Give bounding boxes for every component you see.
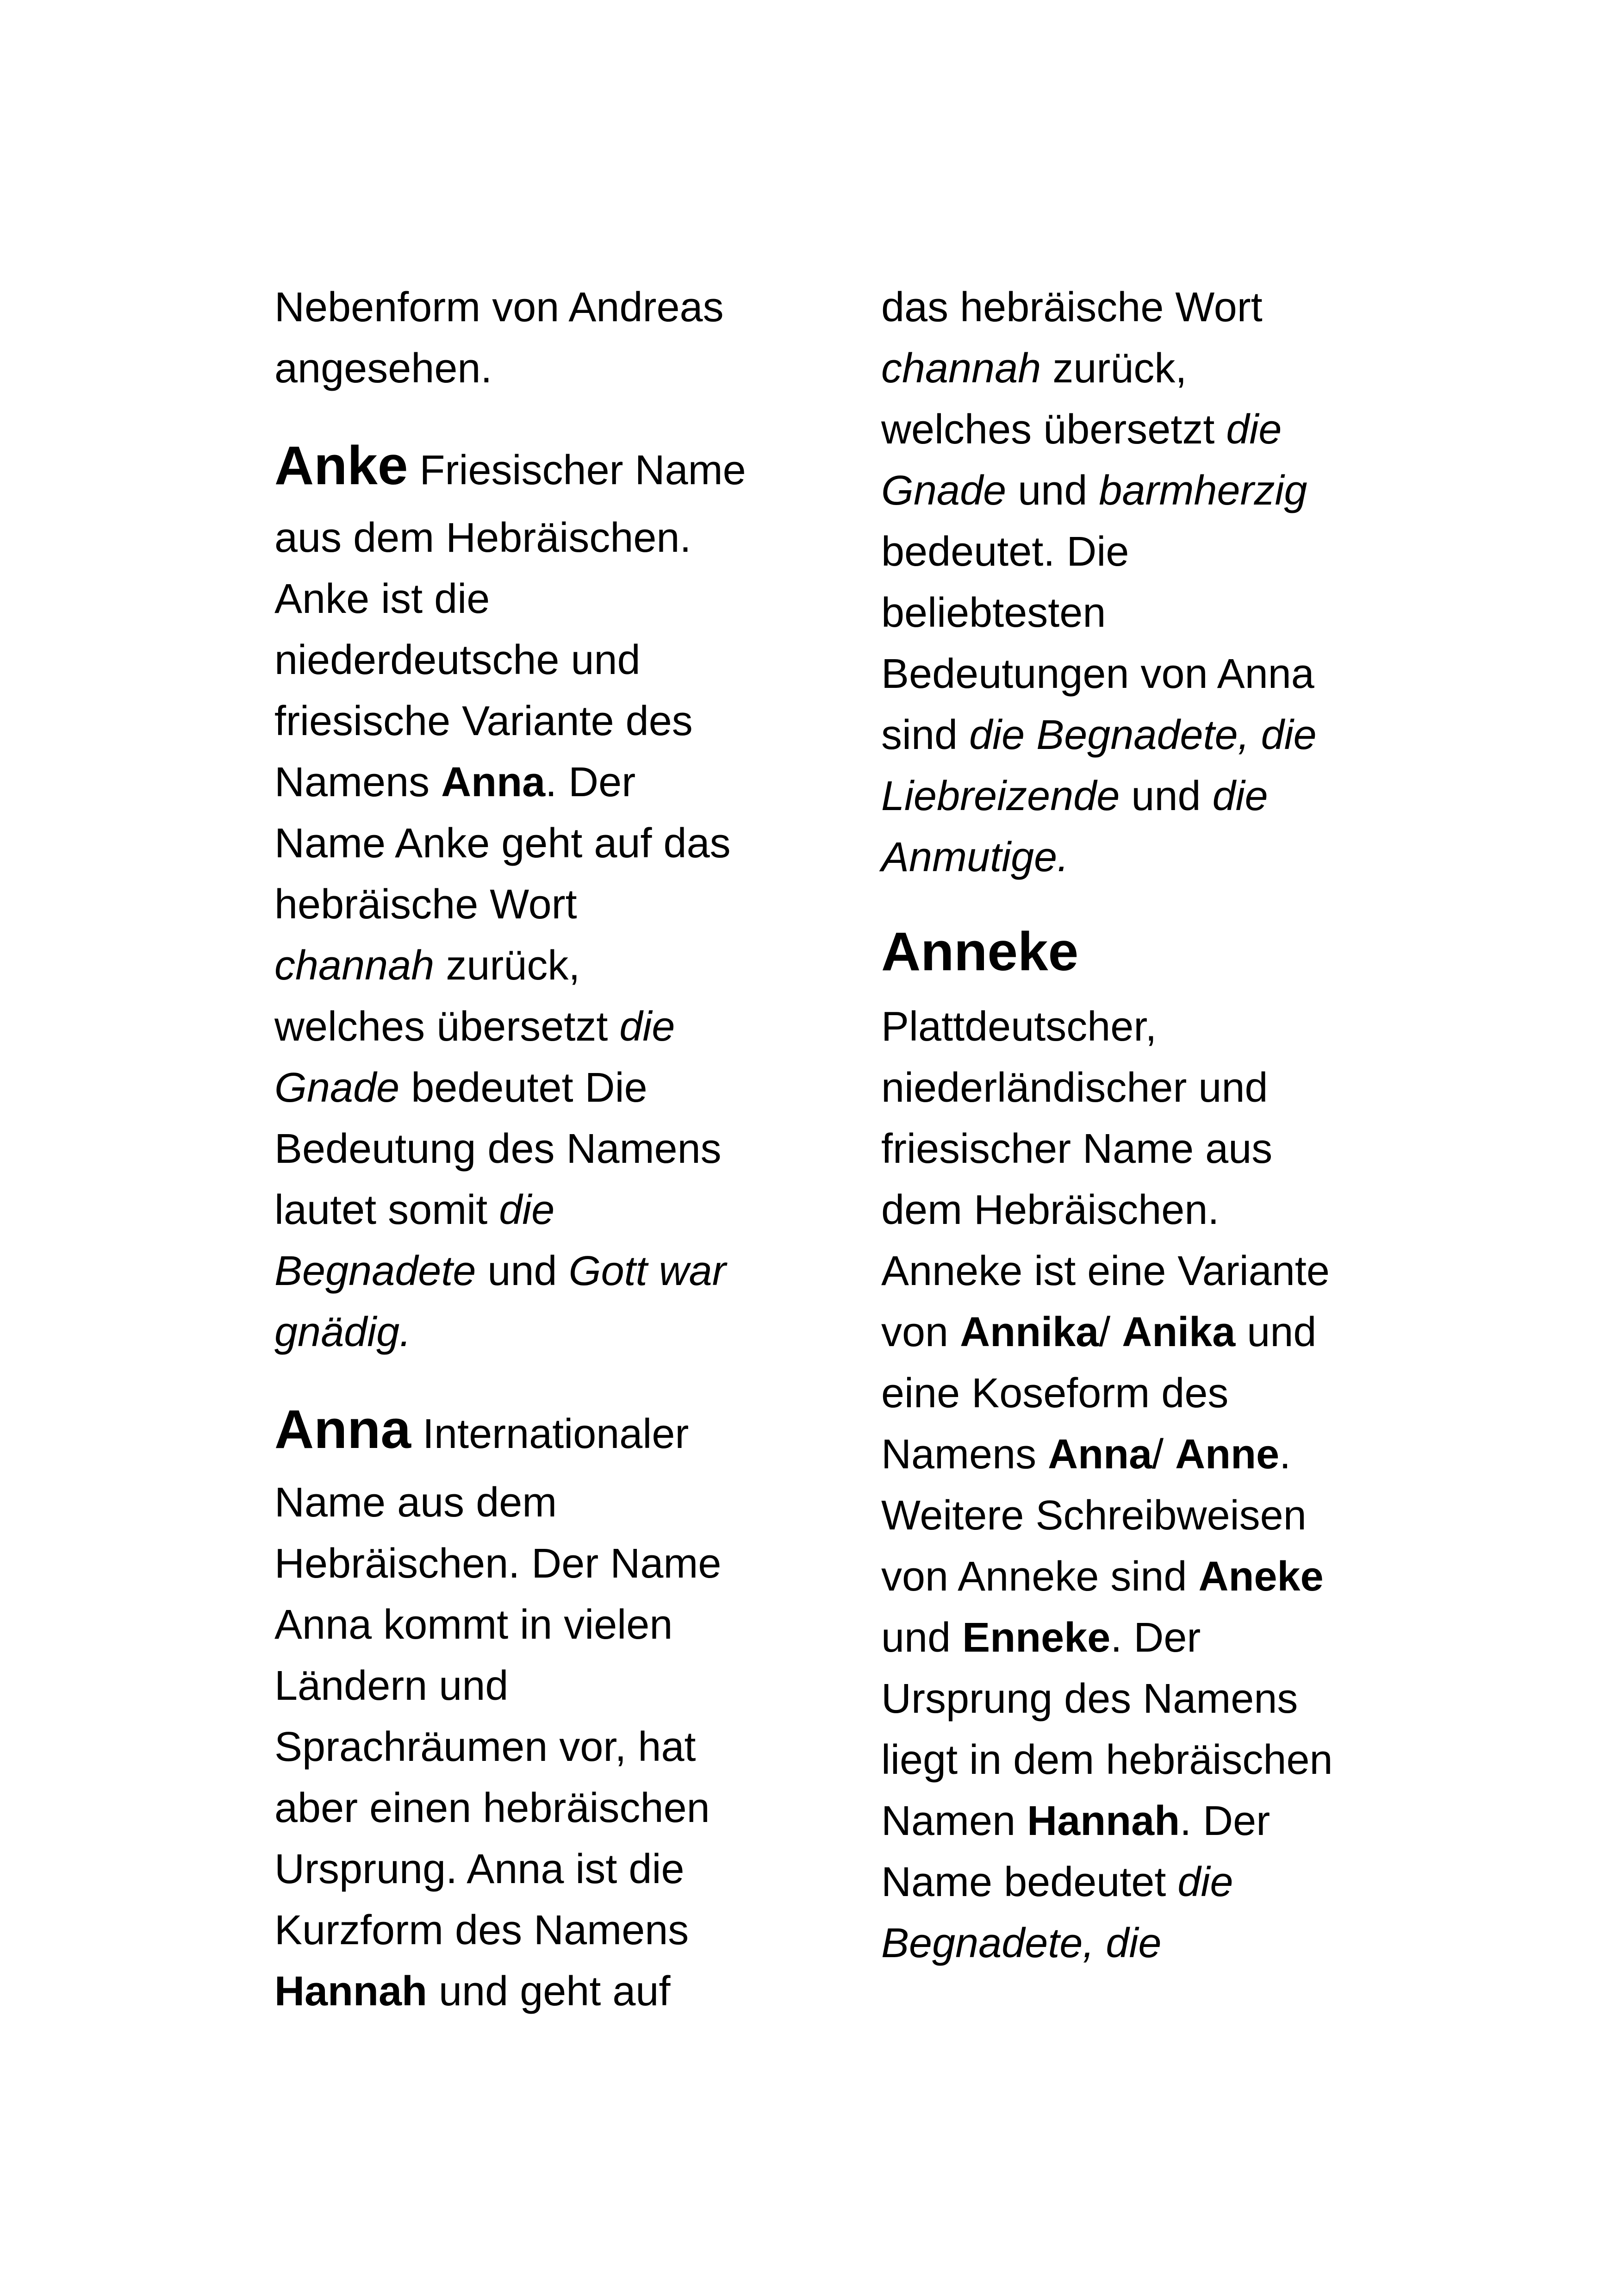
text-line [881,1118,1272,1179]
text-line [881,705,1317,766]
text-line [881,399,1282,460]
text: von Anneke sind [881,1554,1199,1600]
text: angesehen. [274,345,492,392]
text-line [274,935,580,996]
text-line [274,1241,726,1302]
text: / [1099,1309,1122,1355]
text: Name aus dem [274,1479,557,1526]
entry-heading-line [274,435,746,501]
text-line [881,827,1069,888]
italic-text: barmherzig [1099,468,1307,514]
bold-name: Hannah [274,1968,428,2015]
italic-text: channah [881,345,1041,392]
text-line [274,1594,672,1655]
text: und [1120,773,1213,819]
text-line [274,338,492,399]
text: und [881,1615,963,1661]
text: aus dem Hebräischen. [274,515,691,561]
text: Kurzform des Namens [274,1907,689,1953]
text-line [274,1961,671,2022]
text-line [274,752,635,813]
text: Friesischer Name [408,447,746,493]
text-line [274,277,724,338]
text: Anke ist die [274,576,490,622]
text: Plattdeutscher, [881,1004,1157,1050]
entry-heading-line [881,921,1078,987]
text-line [274,1778,710,1839]
text: bedeutet. Die [881,529,1129,575]
italic-text: gnädig. [274,1309,411,1355]
text-line [274,691,693,752]
text-line [881,1729,1333,1791]
text-line [881,1302,1316,1363]
text: welches übersetzt [274,1004,620,1050]
text: . Der [545,759,636,805]
text: Anna kommt in vielen [274,1602,673,1648]
text-line [881,766,1268,827]
text: Name bedeutet [881,1859,1178,1905]
text-line [881,1913,1162,1974]
italic-text: die [1212,773,1268,819]
text-line [274,874,577,935]
bold-name: Annika [960,1309,1099,1355]
text: . [1279,1431,1291,1478]
text-line [274,1839,685,1900]
text: und geht auf [427,1968,671,2015]
text: lautet somit [274,1187,499,1233]
italic-text: channah [274,942,435,989]
text-line [274,1057,647,1118]
text-line [274,1655,508,1716]
text: Bedeutungen von Anna [881,651,1314,697]
text-line [881,1791,1270,1852]
text: Sprachräumen vor, hat [274,1724,696,1770]
text-line [274,630,641,691]
text: niederländischer und [881,1065,1268,1111]
text: Ursprung. Anna ist die [274,1846,685,1892]
italic-text: Liebreizende [881,773,1120,819]
bold-name: Hannah [1027,1798,1180,1844]
text: welches übersetzt [881,406,1226,453]
bold-name: Anna [1048,1431,1152,1478]
text-line [881,1179,1219,1241]
text: und [476,1248,569,1294]
text: Nebenform von Andreas [274,284,724,331]
italic-text: die [499,1187,555,1233]
text-line [274,1472,557,1533]
text: Namens [881,1431,1048,1478]
text: aber einen hebräischen [274,1785,710,1831]
text: zurück, [1041,345,1187,392]
text: Internationaler [411,1411,689,1457]
text: Ländern und [274,1663,509,1709]
italic-text: Begnadete [274,1248,476,1294]
text-line [881,1546,1324,1607]
text: eine Koseform des [881,1370,1229,1416]
headword-anke: Anke [274,435,408,496]
text: beliebtesten [881,590,1106,636]
headword-anna: Anna [274,1399,411,1460]
text: Name Anke geht auf das [274,820,731,867]
text: . Der [1180,1798,1270,1844]
text: und [1235,1309,1317,1355]
text: . Der [1110,1615,1201,1661]
text-line [881,338,1187,399]
bold-name: Aneke [1198,1554,1324,1600]
italic-text: Anmutige. [881,834,1069,880]
text-line [881,643,1314,705]
text-line [274,1900,689,1961]
text-line [274,1302,411,1363]
text: dem Hebräischen. [881,1187,1220,1233]
italic-text: die Begnadete, die [969,712,1317,758]
text-line [881,1852,1233,1913]
text: das hebräische Wort [881,284,1263,331]
text-line [881,1057,1268,1118]
italic-text: Gnade [881,468,1007,514]
text-line [274,1118,722,1179]
bold-name: Anna [441,759,546,805]
text-line [274,568,490,630]
text: friesischer Name aus [881,1126,1273,1172]
text: sind [881,712,970,758]
text-line [274,1533,721,1594]
text-line [274,507,691,568]
text: von [881,1309,960,1355]
text-line [881,1363,1228,1424]
text-line [881,277,1263,338]
text-line [881,996,1157,1057]
text: Namen [881,1798,1027,1844]
text: Weitere Schreibweisen [881,1492,1307,1539]
text: friesische Variante des [274,698,693,744]
text-line [881,1607,1201,1668]
italic-text: Gnade [274,1065,400,1111]
bold-name: Anika [1122,1309,1236,1355]
italic-text: die [619,1004,675,1050]
bold-name: Enneke [962,1615,1111,1661]
text: niederdeutsche und [274,637,641,683]
text: und [1006,468,1099,514]
text: liegt in dem hebräischen [881,1737,1333,1783]
text: / [1152,1431,1176,1478]
text-line [881,582,1106,643]
text-line [881,1241,1330,1302]
bold-name: Anne [1175,1431,1280,1478]
text-line [274,996,675,1057]
text-line [881,521,1129,582]
headword-anneke: Anneke [881,921,1079,982]
text: zurück, [434,942,580,989]
text: Hebräischen. Der Name [274,1541,722,1587]
text: Bedeutung des Namens [274,1126,722,1172]
text-line [274,813,731,874]
italic-text: Gott war [568,1248,726,1294]
text-line [274,1716,696,1778]
text: bedeutet Die [399,1065,647,1111]
italic-text: Begnadete, die [881,1920,1162,1966]
text-line [274,1179,554,1241]
text: Ursprung des Namens [881,1676,1298,1722]
text-line [881,1424,1291,1485]
italic-text: die [1226,406,1282,453]
text: hebräische Wort [274,881,577,928]
entry-heading-line [274,1399,689,1465]
text: Namens [274,759,442,805]
text-line [881,460,1307,521]
text-line [881,1485,1307,1546]
text: Anneke ist eine Variante [881,1248,1330,1294]
italic-text: die [1177,1859,1233,1905]
text-line [881,1668,1298,1729]
